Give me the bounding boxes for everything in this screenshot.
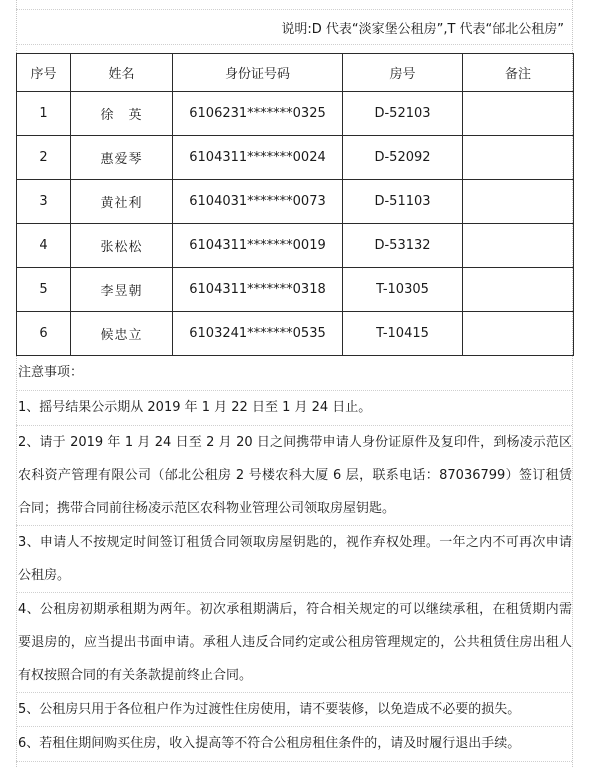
notes-section [16, 356, 572, 762]
cell-remark [463, 180, 574, 224]
cell-room: D-52103 [343, 92, 463, 136]
cell-name: 黄社利 [71, 180, 173, 224]
col-header-room: 房号 [343, 54, 463, 92]
table-header-row [17, 54, 574, 92]
table-row [17, 92, 574, 136]
cell-room: T-10305 [343, 268, 463, 312]
cell-id: 6103241*******0535 [173, 312, 343, 356]
header-divider [16, 44, 572, 45]
note-item: 3、申请人不按规定时间签订租赁合同领取房屋钥匙的，视作弃权处理。一年之内不可再次申请公租房。 [16, 526, 572, 593]
col-header-no: 序号 [17, 54, 71, 92]
table-row [17, 312, 574, 356]
cell-no: 6 [17, 312, 71, 356]
cell-name: 张松松 [71, 224, 173, 268]
cell-name: 徐 英 [71, 92, 173, 136]
cell-remark [463, 136, 574, 180]
legend-note: 说明:D 代表“淡家堡公租房”,T 代表“邰北公租房” [281, 22, 564, 37]
cell-id: 6104311*******0019 [173, 224, 343, 268]
cell-no: 3 [17, 180, 71, 224]
cell-no: 5 [17, 268, 71, 312]
note-item: 5、公租房只用于各位租户作为过渡性住房使用，请不要装修，以免造成不必要的损失。 [16, 693, 572, 728]
cell-id: 6104311*******0318 [173, 268, 343, 312]
note-item: 4、公租房初期承租期为两年。初次承租期满后，符合相关规定的可以继续承租，在租赁期内需要退房的，应当提出书面申请。承租人违反合同约定或公租房管理规定的，公共租赁住房出租人有权按照合同的有关条款提前终止合同。 [16, 593, 572, 693]
cell-name: 惠爱琴 [71, 136, 173, 180]
col-header-name: 姓名 [71, 54, 173, 92]
cell-remark [463, 268, 574, 312]
col-header-remark: 备注 [463, 54, 574, 92]
cell-remark [463, 92, 574, 136]
cell-name: 李昱朝 [71, 268, 173, 312]
cell-no: 2 [17, 136, 71, 180]
result-table [16, 53, 574, 356]
cell-room: D-53132 [343, 224, 463, 268]
cell-name: 候忠立 [71, 312, 173, 356]
table-row [17, 180, 574, 224]
note-item: 1、摇号结果公示期从 2019 年 1 月 22 日至 1 月 24 日止。 [16, 391, 572, 426]
note-item: 6、若租住期间购买住房，收入提高等不符合公租房租住条件的，请及时履行退出手续。 [16, 727, 572, 762]
col-header-id: 身份证号码 [173, 54, 343, 92]
notes-title: 注意事项： [16, 356, 572, 391]
table-row [17, 224, 574, 268]
cell-remark [463, 224, 574, 268]
cell-room: D-51103 [343, 180, 463, 224]
cell-remark [463, 312, 574, 356]
cell-id: 6104031*******0073 [173, 180, 343, 224]
top-divider [16, 9, 572, 10]
note-item: 2、请于 2019 年 1 月 24 日至 2 月 20 日之间携带申请人身份证原件及复印件，到杨凌示范区农科资产管理有限公司（邰北公租房 2 号楼农科大厦 6 层，联系电话：87036799）签订租赁合同；携带合同前往杨凌示范区农科物业管理公司领取房屋钥匙。 [16, 426, 572, 526]
table-row [17, 268, 574, 312]
table-row [17, 136, 574, 180]
cell-id: 6106231*******0325 [173, 92, 343, 136]
cell-no: 1 [17, 92, 71, 136]
cell-room: T-10415 [343, 312, 463, 356]
cell-id: 6104311*******0024 [173, 136, 343, 180]
cell-no: 4 [17, 224, 71, 268]
cell-room: D-52092 [343, 136, 463, 180]
